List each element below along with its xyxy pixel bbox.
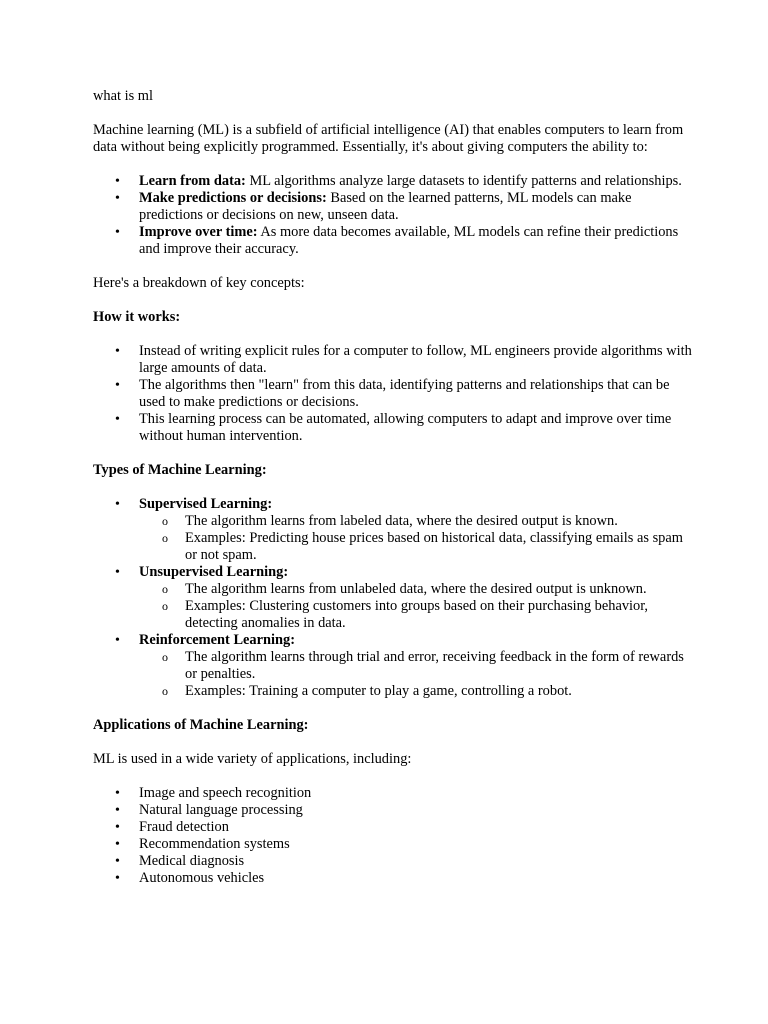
sub-list-item: o The algorithm learns from labeled data, where the desired output is known. <box>139 513 693 530</box>
sub-list <box>139 581 693 632</box>
type-name: Supervised Learning: <box>139 496 273 512</box>
sub-list-item: o Examples: Training a computer to play a game, controlling a robot. <box>139 683 693 700</box>
apps-intro: ML is used in a wide variety of applications, including: <box>93 751 412 767</box>
section-heading: Types of Machine Learning: <box>93 462 267 478</box>
list-item <box>93 190 693 224</box>
breakdown-paragraph: Here's a breakdown of key concepts: <box>93 275 305 291</box>
list-item <box>93 632 693 700</box>
intro-paragraph: Machine learning (ML) is a subfield of artificial intelligence (AI) that enables computers to learn from data without being explicitly programmed. Essentially, it's about giving computers the ability to: <box>93 122 684 155</box>
item-term: Make predictions or decisions: <box>139 190 327 206</box>
list-item: • Autonomous vehicles <box>93 870 693 887</box>
sub-list-item: o The algorithm learns from unlabeled data, where the desired output is unknown. <box>139 581 693 598</box>
list-item <box>93 224 693 258</box>
doc-title: what is ml <box>93 88 153 104</box>
list-item: • Natural language processing <box>93 802 693 819</box>
item-term: Improve over time: <box>139 224 258 240</box>
section-heading: How it works: <box>93 309 181 325</box>
list-item: • This learning process can be automated, allowing computers to adapt and improve over time without human intervention. <box>93 411 693 445</box>
list-item: • Fraud detection <box>93 819 693 836</box>
apps-list <box>93 785 693 887</box>
list-item <box>93 496 693 564</box>
list-item: • Image and speech recognition <box>93 785 693 802</box>
list-item: • Medical diagnosis <box>93 853 693 870</box>
type-name: Reinforcement Learning: <box>139 632 295 648</box>
item-text: Based on the learned patterns, ML models can make predictions or decisions on new, unseen data. <box>139 190 632 223</box>
item-text: As more data becomes available, ML models can refine their predictions and improve their accuracy. <box>139 224 679 257</box>
document-body <box>93 88 693 887</box>
sub-list <box>139 649 693 700</box>
sub-list-item: o Examples: Predicting house prices based on historical data, classifying emails as spam or not spam. <box>139 530 693 564</box>
sub-list-item: o The algorithm learns through trial and error, receiving feedback in the form of rewards or penalties. <box>139 649 693 683</box>
item-text: ML algorithms analyze large datasets to identify patterns and relationships. <box>245 173 682 189</box>
types-list <box>93 496 693 700</box>
list-item: • Instead of writing explicit rules for a computer to follow, ML engineers provide algorithms with large amounts of data. <box>93 343 693 377</box>
list-item: • The algorithms then "learn" from this data, identifying patterns and relationships that can be used to make predictions or decisions. <box>93 377 693 411</box>
item-term: Learn from data: <box>139 173 246 189</box>
sub-list <box>139 513 693 564</box>
how-list <box>93 343 693 445</box>
section-heading: Applications of Machine Learning: <box>93 717 309 733</box>
list-item <box>93 564 693 632</box>
list-item: • Recommendation systems <box>93 836 693 853</box>
type-name: Unsupervised Learning: <box>139 564 289 580</box>
abilities-list <box>93 173 693 258</box>
list-item <box>93 173 693 190</box>
sub-list-item: o Examples: Clustering customers into groups based on their purchasing behavior, detecting anomalies in data. <box>139 598 693 632</box>
